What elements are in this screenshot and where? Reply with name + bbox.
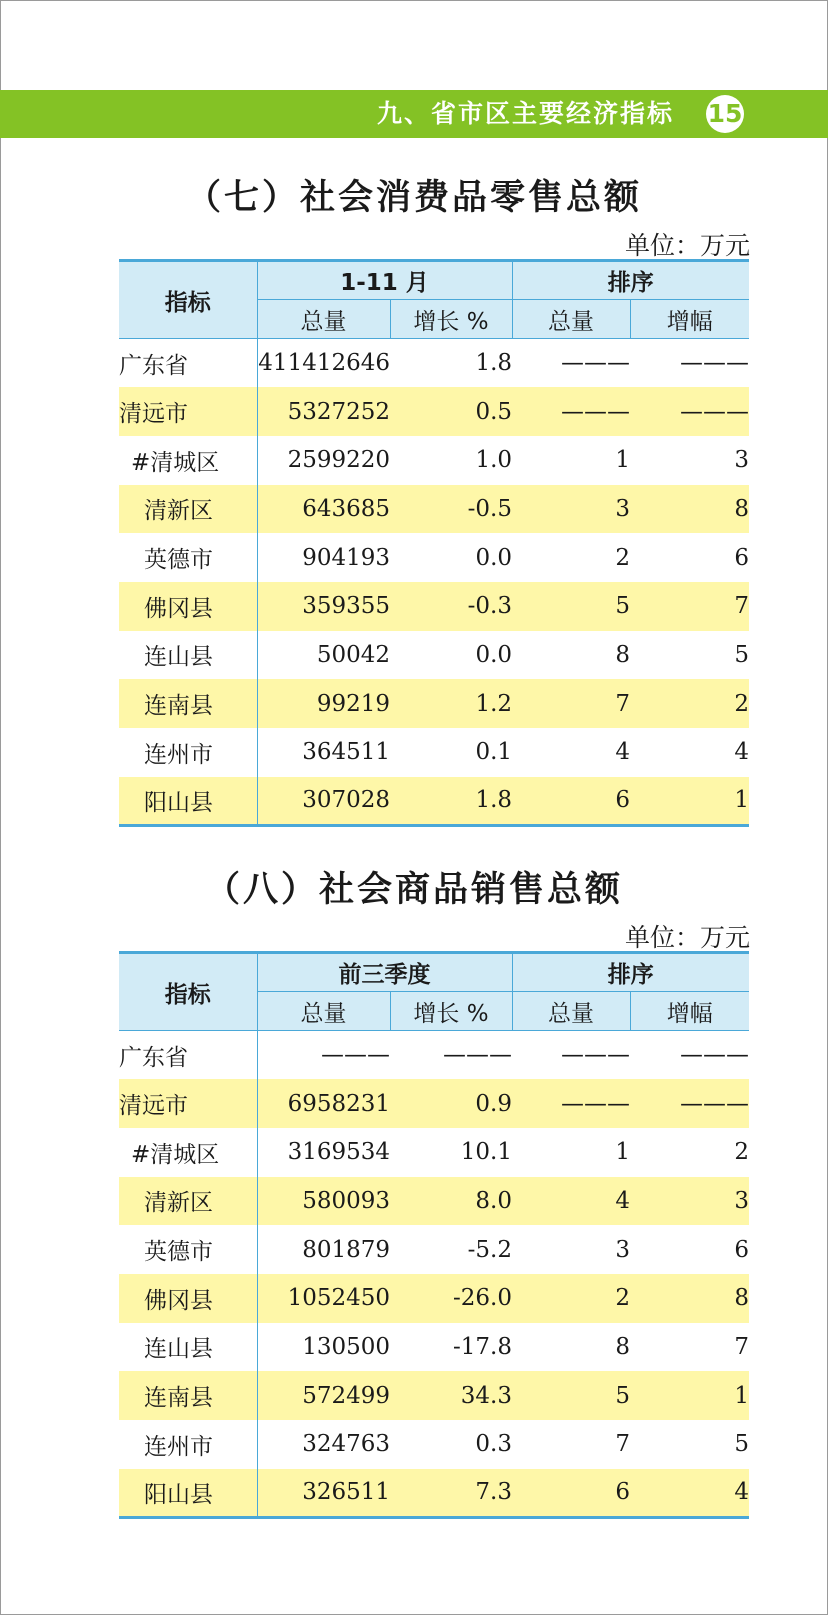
header-rank-growth: 增幅 (630, 300, 749, 339)
cell-rank-growth: 7 (734, 1333, 749, 1360)
table-row (119, 1469, 749, 1518)
cell-rank-total: 8 (615, 641, 631, 668)
row-name: 连山县 (119, 1323, 257, 1372)
cell-rank-growth: 4 (630, 1469, 749, 1518)
cell-total: 643685 (257, 485, 390, 534)
cell-growth: 7.3 (390, 1469, 512, 1518)
header-indicator: 指标 (119, 261, 257, 339)
row-name: 广东省 (119, 339, 257, 388)
cell-total: 364511 (302, 739, 390, 766)
cell-rank-growth: 8 (630, 1274, 749, 1323)
cell-growth: 0.0 (475, 641, 513, 668)
cell-growth: -17.8 (453, 1333, 512, 1360)
row-name: 广东省 (119, 1031, 257, 1080)
cell-total: 2599220 (287, 447, 390, 474)
cell-growth: 0.0 (475, 544, 513, 571)
cell-total: ——— (321, 1042, 390, 1069)
retail-sales-table (119, 259, 749, 827)
row-name: 阳山县 (119, 1469, 257, 1518)
cell-growth: 0.9 (390, 1079, 512, 1128)
cell-rank-total: ——— (512, 387, 630, 436)
cell-total: 5327252 (257, 387, 390, 436)
table-row (119, 1177, 749, 1226)
header-rank-total: 总量 (512, 992, 630, 1031)
row-name: 连南县 (119, 679, 257, 728)
header-growth: 增长 % (390, 992, 512, 1031)
cell-total: 572499 (257, 1371, 390, 1420)
table-row (119, 631, 749, 680)
section-title-sales: （八）社会商品销售总额 (204, 870, 623, 910)
cell-growth: 10.1 (460, 1139, 512, 1166)
cell-rank-growth: 8 (630, 485, 749, 534)
cell-growth: 1.8 (475, 350, 513, 377)
cell-rank-total: 6 (512, 1469, 630, 1518)
cell-growth: 0.3 (475, 1431, 512, 1458)
header-rank-total: 总量 (512, 300, 630, 339)
table-row (119, 1371, 749, 1420)
cell-rank-total: 1 (615, 447, 631, 474)
table-row (119, 533, 749, 582)
cell-total: 307028 (257, 777, 390, 826)
cell-total: 3169534 (287, 1139, 390, 1166)
header-rank-growth: 增幅 (630, 992, 749, 1031)
table-row (119, 339, 749, 388)
row-name: 清远市 (119, 1079, 257, 1128)
cell-rank-growth: 2 (630, 679, 749, 728)
row-name: 清新区 (119, 485, 257, 534)
cell-rank-growth: 2 (734, 1139, 749, 1166)
unit-label-sales: 单位：万元 (624, 923, 750, 952)
cell-growth: -0.3 (390, 582, 512, 631)
cell-rank-growth: 7 (630, 582, 749, 631)
row-name: #清城区 (119, 436, 257, 485)
cell-rank-total: 2 (615, 544, 631, 571)
row-name: 英德市 (119, 533, 257, 582)
cell-total: 359355 (257, 582, 390, 631)
cell-total: 580093 (257, 1177, 390, 1226)
row-name: 连州市 (119, 728, 257, 777)
row-name: 英德市 (119, 1225, 257, 1274)
cell-rank-total: 4 (615, 739, 631, 766)
cell-growth: 1.0 (475, 447, 513, 474)
cell-rank-growth: 5 (734, 1431, 749, 1458)
table-row (119, 1420, 749, 1469)
table-row (119, 485, 749, 534)
cell-rank-growth: 6 (734, 544, 750, 571)
cell-rank-growth: 3 (630, 1177, 749, 1226)
commodity-sales-table (119, 951, 749, 1519)
cell-rank-growth: ——— (680, 1042, 749, 1069)
unit-label-retail: 单位：万元 (624, 231, 750, 260)
cell-rank-total: 1 (615, 1139, 630, 1166)
cell-rank-total: 3 (615, 1236, 630, 1263)
row-name: 清远市 (119, 387, 257, 436)
cell-total: 324763 (302, 1431, 390, 1458)
cell-total: 6958231 (257, 1079, 390, 1128)
table-row (119, 436, 749, 485)
row-name: #清城区 (119, 1128, 257, 1177)
row-name: 连州市 (119, 1420, 257, 1469)
table-row (119, 1323, 749, 1372)
cell-rank-total: 5 (512, 582, 630, 631)
cell-rank-growth: ——— (680, 350, 750, 377)
header-total: 总量 (257, 300, 390, 339)
cell-growth: 34.3 (390, 1371, 512, 1420)
cell-rank-total: 3 (512, 485, 630, 534)
header-period: 前三季度 (257, 953, 512, 992)
cell-rank-total: 2 (512, 1274, 630, 1323)
cell-growth: 1.2 (390, 679, 512, 728)
table-row (119, 728, 749, 777)
cell-rank-growth: 6 (734, 1236, 749, 1263)
cell-growth: -5.2 (467, 1236, 512, 1263)
row-name: 阳山县 (119, 777, 257, 826)
row-name: 佛冈县 (119, 582, 257, 631)
cell-rank-growth: 1 (630, 1371, 749, 1420)
cell-total: 904193 (302, 544, 390, 571)
cell-rank-total: 7 (615, 1431, 630, 1458)
cell-growth: -0.5 (390, 485, 512, 534)
cell-rank-growth: ——— (630, 387, 749, 436)
header-total: 总量 (257, 992, 390, 1031)
cell-rank-growth: 5 (734, 641, 750, 668)
cell-total: 801879 (302, 1236, 390, 1263)
cell-growth: 1.8 (390, 777, 512, 826)
chapter-title: 九、省市区主要经济指标 (376, 99, 674, 128)
cell-total: 50042 (316, 641, 390, 668)
cell-rank-total: ——— (561, 1042, 630, 1069)
cell-total: 411412646 (258, 350, 390, 377)
cell-rank-total: 8 (615, 1333, 630, 1360)
table-row (119, 1274, 749, 1323)
table-row (119, 1225, 749, 1274)
cell-growth: 0.1 (475, 739, 513, 766)
table-row (119, 679, 749, 728)
cell-rank-growth: ——— (630, 1079, 749, 1128)
cell-rank-total: ——— (561, 350, 631, 377)
table-row (119, 1128, 749, 1177)
cell-total: 130500 (302, 1333, 390, 1360)
cell-rank-growth: 3 (734, 447, 750, 474)
table-row (119, 777, 749, 826)
cell-rank-growth: 1 (630, 777, 749, 826)
row-name: 连南县 (119, 1371, 257, 1420)
cell-rank-total: 4 (512, 1177, 630, 1226)
cell-growth: -26.0 (390, 1274, 512, 1323)
cell-rank-total: 6 (512, 777, 630, 826)
table-row (119, 1079, 749, 1128)
cell-rank-total: ——— (512, 1079, 630, 1128)
cell-total: 326511 (257, 1469, 390, 1518)
cell-growth: 8.0 (390, 1177, 512, 1226)
row-name: 佛冈县 (119, 1274, 257, 1323)
row-name: 清新区 (119, 1177, 257, 1226)
cell-rank-total: 5 (512, 1371, 630, 1420)
header-indicator: 指标 (119, 953, 257, 1031)
header-period: 1-11 月 (257, 261, 512, 300)
table-row (119, 582, 749, 631)
table-row (119, 387, 749, 436)
cell-growth: ——— (443, 1042, 512, 1069)
cell-total: 99219 (257, 679, 390, 728)
row-name: 连山县 (119, 631, 257, 680)
chapter-banner (0, 90, 828, 138)
table-row (119, 1031, 749, 1080)
cell-total: 1052450 (257, 1274, 390, 1323)
cell-rank-total: 7 (512, 679, 630, 728)
section-title-retail: （七）社会消费品零售总额 (185, 178, 642, 218)
cell-growth: 0.5 (390, 387, 512, 436)
page-number-badge: 15 (706, 95, 744, 133)
header-rank: 排序 (512, 953, 749, 992)
header-rank: 排序 (512, 261, 749, 300)
header-growth: 增长 % (390, 300, 512, 339)
cell-rank-growth: 4 (734, 739, 750, 766)
